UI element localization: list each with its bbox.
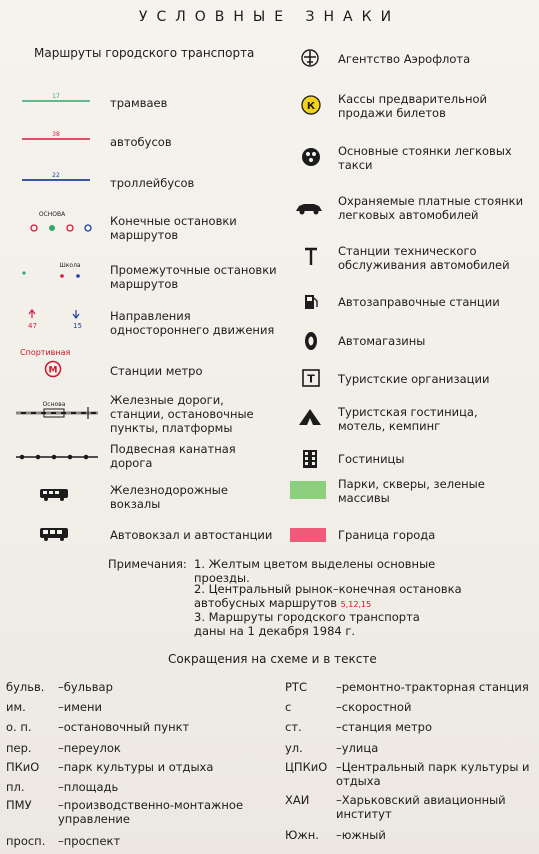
railway-sample-name: Основа	[42, 401, 66, 408]
city-border-swatch	[290, 528, 326, 542]
abbreviations-header: Сокращения на схеме и в тексте	[168, 652, 377, 666]
left-abbr-key: пл.	[6, 780, 25, 794]
right-abbr-value: –Центральный парк культуры и отдыха	[336, 760, 530, 788]
right-abbr-key: ул.	[285, 741, 303, 755]
notes-heading: Примечания:	[108, 557, 187, 571]
right-abbr-value: –улица	[336, 741, 379, 755]
right-abbr-key: РТС	[285, 680, 307, 694]
hotel-icon	[300, 448, 320, 470]
service-station-label: Станции технического обслуживания автомобилей	[338, 244, 510, 272]
bus-route-symbol	[20, 130, 92, 144]
left-abbr-key: пер.	[6, 741, 32, 755]
city-border-label: Граница города	[338, 528, 436, 542]
tourist-label: Туристские организации	[338, 372, 490, 386]
taxi-label: Основные стоянки легковых такси	[338, 144, 512, 172]
metro-glyph: М	[48, 365, 58, 376]
terminal-stops-symbol	[18, 208, 100, 236]
tram-label: трамваев	[110, 96, 168, 110]
fuel-icon	[302, 292, 320, 312]
right-abbr-value: –ремонтно-тракторная станция	[336, 680, 529, 694]
intermediate-sample-name: Школа	[59, 262, 81, 269]
left-abbr-value: –парк культуры и отдыха	[58, 760, 214, 774]
trolleybus-route-symbol	[20, 170, 92, 184]
metro-icon	[44, 360, 62, 378]
parking-label: Охраняемые платные стоянки легковых автомобилей	[338, 194, 524, 222]
right-abbr-key: ст.	[285, 720, 302, 734]
left-abbr-key: им.	[6, 700, 26, 714]
note-1: 1. Желтым цветом выделены основные проезды.	[194, 557, 436, 585]
intermediate-stops-label: Промежуточные остановки маршрутов	[110, 263, 277, 291]
tire-icon	[302, 330, 320, 352]
bus-station-icon	[38, 526, 70, 542]
cable-car-symbol	[14, 450, 100, 464]
right-abbr-value: –южный	[336, 828, 386, 842]
left-abbr-key: просп.	[6, 834, 46, 848]
right-abbr-key: с	[285, 700, 292, 714]
note-2-routes: 5,12,15	[340, 600, 372, 609]
right-abbr-key: Южн.	[285, 828, 319, 842]
left-abbr-key: ПМУ	[6, 798, 32, 812]
left-abbr-key: бульв.	[6, 680, 45, 694]
metro-sample-name: Спортивная	[20, 348, 71, 357]
left-abbr-key: о. п.	[6, 720, 32, 734]
bus-label: автобусов	[110, 135, 172, 149]
service-station-icon	[302, 246, 320, 268]
one-way-direction-symbol	[18, 306, 98, 332]
aeroflot-label: Агентство Аэрофлота	[338, 52, 471, 66]
train-station-label: Железнодорожные вокзалы	[110, 483, 228, 511]
tourist-glyph: Т	[307, 372, 315, 386]
ticket-office-icon	[300, 94, 322, 116]
tent-icon	[296, 406, 324, 428]
left-abbr-value: –переулок	[58, 741, 121, 755]
car-icon	[294, 200, 324, 216]
terminal-stops-label: Конечные остановки маршрутов	[110, 214, 237, 242]
train-station-icon	[38, 486, 70, 502]
transport-routes-header: Маршруты городского транспорта	[34, 46, 255, 60]
autoshop-label: Автомагазины	[338, 334, 426, 348]
intermediate-stops-symbol	[18, 258, 100, 284]
railway-symbol	[14, 398, 100, 422]
trolleybus-route-number: 22	[52, 172, 60, 179]
left-abbr-value: –бульвар	[58, 680, 113, 694]
one-way-number-bus: 47	[28, 322, 37, 330]
trolleybus-label: троллейбусов	[110, 176, 195, 190]
left-abbr-value: –производственно-монтажное управление	[58, 798, 244, 826]
left-abbr-value: –имени	[58, 700, 102, 714]
one-way-label: Направления одностороннего движения	[110, 309, 275, 337]
aeroflot-icon	[300, 48, 320, 68]
camping-label: Туристская гостиница, мотель, кемпинг	[338, 405, 478, 433]
note-2	[194, 582, 474, 612]
bus-route-number: 38	[52, 131, 60, 138]
legend-title: УСЛОВНЫЕ ЗНАКИ	[138, 9, 401, 25]
right-abbr-value: –Харьковский авиационный институт	[336, 793, 506, 821]
left-abbr-key: ПКиО	[6, 760, 40, 774]
right-abbr-key: ЦПКиО	[285, 760, 328, 774]
tram-route-number: 17	[52, 93, 60, 100]
railway-label: Железные дороги, станции, остановочные пункты, платформы	[110, 393, 254, 435]
left-abbr-value: –остановочный пункт	[58, 720, 190, 734]
left-abbr-value: –проспект	[58, 834, 121, 848]
right-abbr-value: –станция метро	[336, 720, 432, 734]
ticket-office-glyph: К	[306, 101, 316, 112]
terminal-sample-name: ОСНОВА	[38, 211, 66, 218]
left-abbr-value: –площадь	[58, 780, 119, 794]
tram-route-symbol	[20, 92, 92, 106]
fuel-label: Автозаправочные станции	[338, 295, 500, 309]
one-way-number-trolley: 15	[73, 322, 82, 330]
tourist-icon	[301, 368, 321, 388]
cable-car-label: Подвесная канатная дорога	[110, 442, 236, 470]
park-swatch	[290, 481, 326, 499]
note-3: 3. Маршруты городского транспорта даны на 1 декабря 1984 г.	[194, 610, 420, 638]
right-abbr-value: –скоростной	[336, 700, 412, 714]
metro-label: Станции метро	[110, 364, 203, 378]
right-abbr-key: ХАИ	[285, 793, 310, 807]
bus-station-label: Автовокзал и автостанции	[110, 528, 273, 542]
note-2-text: 2. Центральный рынок–конечная остановка автобусных маршрутов	[194, 582, 462, 610]
taxi-icon	[300, 146, 322, 168]
hotel-label: Гостиницы	[338, 452, 405, 466]
ticket-office-label: Кассы предварительной продажи билетов	[338, 92, 487, 120]
park-label: Парки, скверы, зеленые массивы	[338, 477, 485, 505]
